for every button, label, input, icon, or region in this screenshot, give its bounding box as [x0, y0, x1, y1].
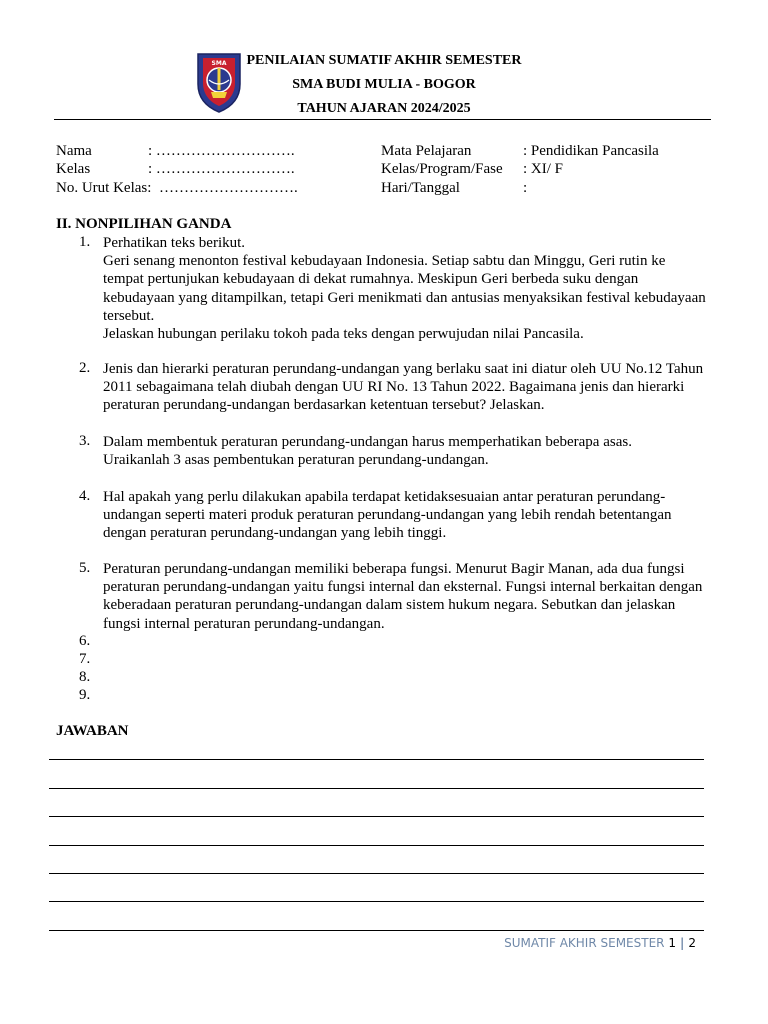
fase-label: Kelas/Program/Fase [381, 161, 503, 177]
question-text: Jenis dan hierarki peraturan perundang-undangan yang berlaku saat ini diatur oleh UU No.12 Tahun 2011 sebagaimana telah diubah dengan UU RI No. 13 Tahun 2022. Bagaimana jenis dan hierarki peraturan perundang-undangan berdasarkan ketentuan tersebut? Jelaskan. [103, 361, 704, 414]
question-number: 3. [79, 433, 91, 449]
answer-line[interactable] [49, 759, 704, 760]
question-number: 9. [79, 687, 91, 703]
question-text: Hal apakah yang perlu dilakukan apabila terdapat ketidaksesuaian antar peraturan perundang-undangan seperti materi produk peraturan perundang-undangan yang lebih rendah betentangan dengan peraturan perundang-undangan yang lebih tinggi. [103, 489, 672, 542]
answer-line[interactable] [49, 816, 704, 817]
question-number: 7. [79, 651, 91, 667]
question-number: 4. [79, 488, 91, 504]
page-total: 2 [688, 936, 696, 950]
header-divider [54, 119, 711, 120]
svg-text:SMA: SMA [211, 60, 227, 67]
kelas-value: : ………………………. [148, 161, 295, 177]
answer-line[interactable] [49, 930, 704, 931]
question-number: 6. [79, 633, 91, 649]
question-text: Dalam membentuk peraturan perundang-undangan harus memperhatikan beberapa asas. Uraikanlah 3 asas pembentukan peraturan perundang-undangan. [103, 434, 632, 469]
answer-line[interactable] [49, 901, 704, 902]
fase-value: : XI/ F [523, 161, 564, 177]
nama-label: Nama [56, 143, 92, 159]
answer-line[interactable] [49, 873, 704, 874]
exam-title: PENILAIAN SUMATIF AKHIR SEMESTER [246, 53, 522, 68]
question-text: Perhatikan teks berikut. Geri senang menonton festival kebudayaan Indonesia. Setiap sabtu dan Minggu, Geri rutin ke tempat pertunjukan kebudayaan di dekat rumahnya. Meskipun Geri berbeda suku dengan kebudayaan yang ditampilkan, tetapi Geri menikmati dan antusias menyaksikan festival kebudayaan tersebut. Jelaskan hubungan perilaku tokoh pada teks dengan perwujudan nilai Pancasila. [103, 235, 706, 343]
answer-line[interactable] [49, 788, 704, 789]
question-number: 5. [79, 560, 91, 576]
page-separator: | [679, 936, 685, 950]
hari-label: Hari/Tanggal [381, 180, 460, 196]
kelas-label: Kelas [56, 161, 91, 177]
section-title: II. NONPILIHAN GANDA [56, 216, 232, 232]
question-text: Peraturan perundang-undangan memiliki beberapa fungsi. Menurut Bagir Manan, ada dua fungsi peraturan perundang-undangan yaitu fungsi internal dan eksternal. Fungsi internal berkaitan dengan keberadaan peraturan perundang-undangan dalam sistem hukum negara. Sebutkan dan jelaskan fungsi internal peraturan perundang-undangan. [103, 561, 703, 632]
mapel-label: Mata Pelajaran [381, 143, 472, 159]
nourut-label: No. Urut Kelas: [56, 180, 152, 196]
question-number: 2. [79, 360, 91, 376]
school-name: SMA BUDI MULIA - BOGOR [292, 77, 476, 92]
answer-title: JAWABAN [56, 723, 129, 739]
answer-line[interactable] [49, 845, 704, 846]
nama-value: : ………………………. [148, 143, 295, 159]
nourut-value: ………………………. [159, 180, 298, 196]
hari-value: : [523, 180, 528, 196]
page-footer [504, 936, 696, 950]
academic-year: TAHUN AJARAN 2024/2025 [297, 101, 471, 116]
question-number: 1. [79, 234, 91, 250]
footer-label: SUMATIF AKHIR SEMESTER [504, 936, 665, 950]
mapel-value: : Pendidikan Pancasila [523, 143, 659, 159]
question-number: 8. [79, 669, 91, 685]
page-number: 1 [668, 936, 676, 950]
